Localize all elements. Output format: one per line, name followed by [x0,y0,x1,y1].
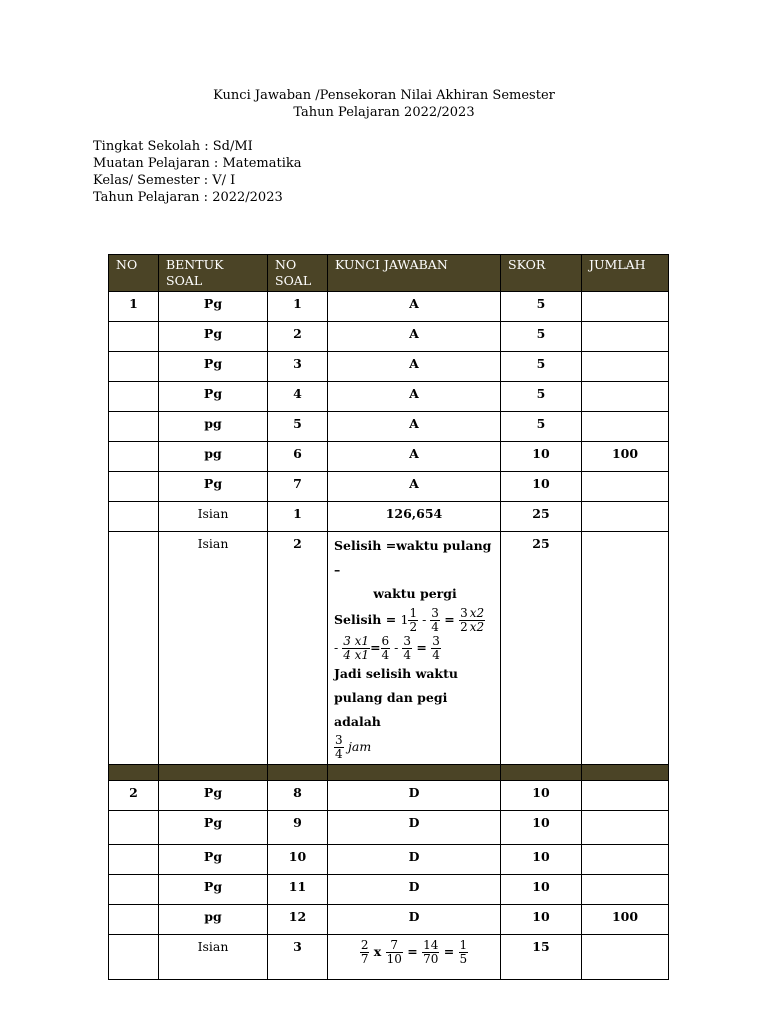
essay-answer: $\frac{3}{4}$ jam [335,733,372,761]
cell-skor: 5 [501,352,582,382]
cell-skor: 10 [501,811,582,845]
cell-kunci-fraction: $\frac{2}{7}$ x $\frac{7}{10}$ = $\frac{14}{70}$ = $\frac{1}{5}$ [328,935,501,980]
cell-jumlah [582,875,669,905]
cell-kunci: 126,654 [328,502,501,532]
cell-nosoal: 7 [268,472,328,502]
cell-skor: 10 [501,781,582,811]
cell-jumlah [582,781,669,811]
cell-jumlah [582,532,669,765]
document-title: Kunci Jawaban /Pensekoran Nilai Akhiran Semester [213,88,555,103]
cell-bentuk: Pg [159,811,268,845]
cell-kunci-essay [328,532,501,765]
cell-no: 1 [109,292,159,322]
table-row [109,442,669,472]
cell-skor: 5 [501,292,582,322]
cell-skor: 25 [501,532,582,765]
cell-jumlah [582,352,669,382]
info-kelas: Kelas/ Semester : V/ I [93,173,236,188]
cell-kunci: A [328,322,501,352]
cell-bentuk: Isian [159,532,268,765]
cell-bentuk: Pg [159,382,268,412]
cell-skor: 10 [501,442,582,472]
cell-no [109,935,159,980]
document-subtitle: Tahun Pelajaran 2022/2023 [293,105,475,120]
answer-key-table [108,254,669,980]
cell-no [109,442,159,472]
cell-skor: 15 [501,935,582,980]
table-row [109,322,669,352]
cell-jumlah [582,412,669,442]
cell-skor: 10 [501,905,582,935]
cell-bentuk: Pg [159,875,268,905]
cell-kunci: A [328,382,501,412]
cell-no [109,502,159,532]
cell-skor: 10 [501,472,582,502]
table-row [109,875,669,905]
essay-line-6: pulang dan pegi adalah [334,690,448,729]
cell-bentuk: pg [159,442,268,472]
header-skor: SKOR [501,255,582,292]
table-row [109,352,669,382]
cell-jumlah [582,811,669,845]
cell-skor: 5 [501,382,582,412]
cell-kunci: A [328,442,501,472]
cell-no [109,412,159,442]
cell-no [109,905,159,935]
cell-kunci: D [328,875,501,905]
cell-bentuk: Pg [159,292,268,322]
table-row-essay [109,532,669,765]
cell-kunci: A [328,292,501,322]
table-row [109,472,669,502]
cell-nosoal: 9 [268,811,328,845]
table-row [109,811,669,845]
cell-skor: 10 [501,875,582,905]
cell-bentuk: Pg [159,352,268,382]
cell-nosoal: 8 [268,781,328,811]
cell-kunci: D [328,905,501,935]
info-muatan: Muatan Pelajaran : Matematika [93,156,302,171]
cell-nosoal: 6 [268,442,328,472]
cell-bentuk: Pg [159,472,268,502]
cell-jumlah: 100 [582,905,669,935]
cell-kunci: A [328,472,501,502]
table-row [109,905,669,935]
essay-equation-1: Selisih = 1 $\frac{1}{2}$ - $\frac{3}{4}$ = $\frac{3}{2}$ $\frac{x2}{x2}$ [334,606,485,634]
table-header-row [109,255,669,292]
cell-jumlah: 100 [582,442,669,472]
cell-jumlah [582,935,669,980]
cell-no [109,845,159,875]
cell-nosoal: 3 [268,935,328,980]
header-no-soal: NO SOAL [268,255,328,292]
info-tingkat: Tingkat Sekolah : Sd/MI [93,139,253,154]
cell-no [109,875,159,905]
cell-jumlah [582,472,669,502]
cell-jumlah [582,292,669,322]
cell-bentuk: Isian [159,935,268,980]
cell-no [109,352,159,382]
cell-skor: 10 [501,845,582,875]
cell-no [109,532,159,765]
cell-nosoal: 2 [268,322,328,352]
header-bentuk-soal: BENTUK SOAL [159,255,268,292]
table-row [109,935,669,980]
cell-skor: 5 [501,322,582,352]
cell-nosoal: 1 [268,292,328,322]
section-separator [109,765,669,781]
table-row [109,292,669,322]
cell-jumlah [582,322,669,352]
cell-no [109,322,159,352]
cell-nosoal: 2 [268,532,328,765]
header-kunci-jawaban: KUNCI JAWABAN [328,255,501,292]
cell-bentuk: pg [159,412,268,442]
table-row [109,502,669,532]
cell-nosoal: 3 [268,352,328,382]
cell-nosoal: 1 [268,502,328,532]
header-no: NO [109,255,159,292]
cell-jumlah [582,502,669,532]
table-row [109,781,669,811]
cell-bentuk: Isian [159,502,268,532]
cell-no [109,811,159,845]
header-jumlah: JUMLAH [582,255,669,292]
cell-kunci: A [328,412,501,442]
essay-line-1: Selisih =waktu pulang – [334,538,492,577]
cell-skor: 25 [501,502,582,532]
cell-no [109,382,159,412]
cell-kunci: D [328,811,501,845]
cell-nosoal: 11 [268,875,328,905]
essay-equation-2: - $\frac{3 x1}{4 x1}$ = $\frac{6}{4}$ - $\frac{3}{4}$ = $\frac{3}{4}$ [334,634,440,662]
cell-nosoal: 4 [268,382,328,412]
cell-nosoal: 10 [268,845,328,875]
info-tahun: Tahun Pelajaran : 2022/2023 [93,190,283,205]
cell-jumlah [582,845,669,875]
table-row [109,412,669,442]
cell-skor: 5 [501,412,582,442]
essay-line-5: Jadi selisih waktu [334,666,458,681]
cell-nosoal: 5 [268,412,328,442]
cell-kunci: A [328,352,501,382]
cell-bentuk: Pg [159,322,268,352]
cell-bentuk: Pg [159,845,268,875]
cell-bentuk: pg [159,905,268,935]
cell-jumlah [582,382,669,412]
cell-no [109,472,159,502]
cell-nosoal: 12 [268,905,328,935]
table-row [109,382,669,412]
cell-kunci: D [328,781,501,811]
cell-bentuk: Pg [159,781,268,811]
essay-line-2: waktu pergi [373,586,457,601]
table-row [109,845,669,875]
cell-kunci: D [328,845,501,875]
cell-no: 2 [109,781,159,811]
